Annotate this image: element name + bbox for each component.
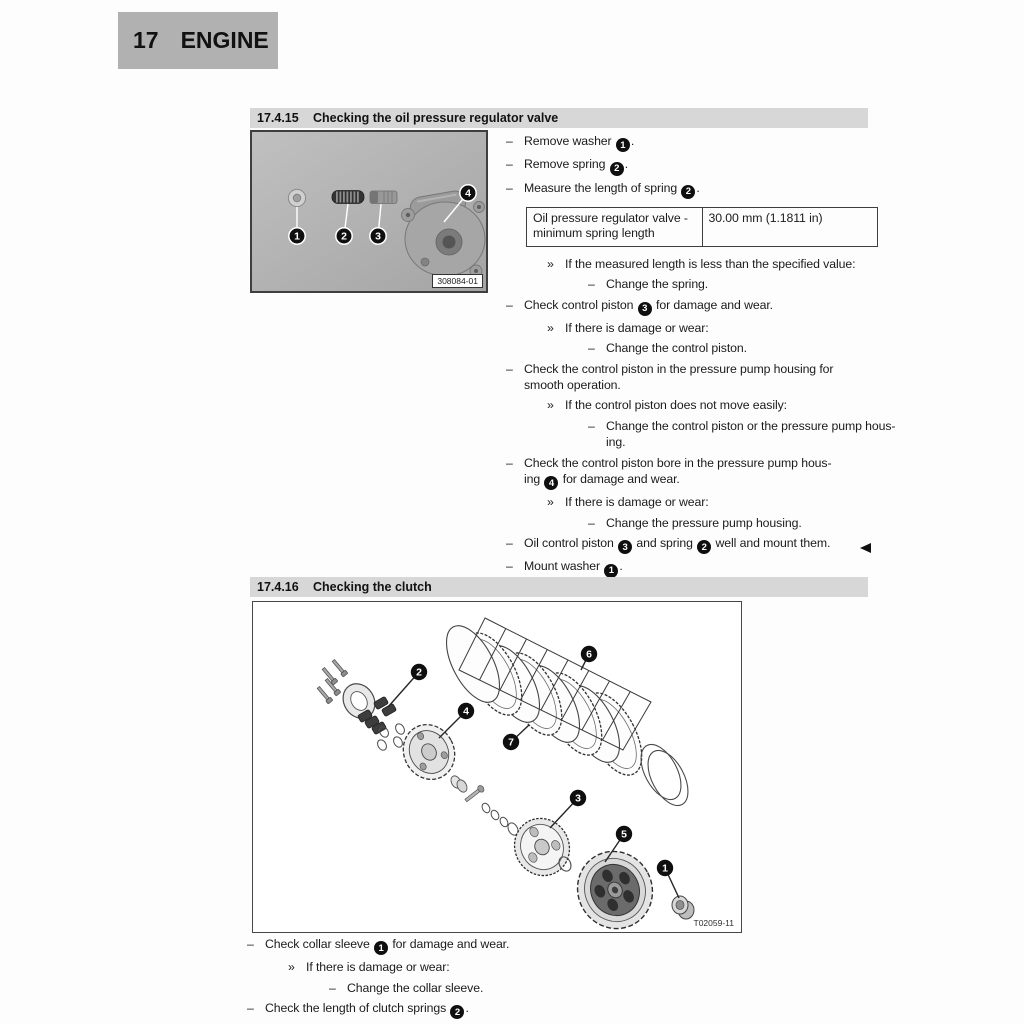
step-text: Oil control piston 3 and spring 2 well and mount them. bbox=[524, 536, 831, 553]
section-title: Checking the oil pressure regulator valve bbox=[313, 111, 559, 125]
step-text: If there is damage or wear: bbox=[565, 495, 709, 510]
svg-text:5: 5 bbox=[621, 828, 627, 841]
figure-clutch-exploded-view bbox=[252, 601, 742, 933]
procedure-steps bbox=[506, 256, 896, 578]
spec-row bbox=[527, 207, 878, 246]
step bbox=[506, 180, 878, 199]
step bbox=[588, 515, 878, 531]
step-text: Change the control piston or the pressure pump hous- ing. bbox=[606, 418, 896, 450]
step-text: Change the spring. bbox=[606, 277, 709, 292]
step-marker: – bbox=[588, 515, 595, 530]
clutch-disc-stack bbox=[436, 618, 654, 785]
callout-badge: 3 bbox=[618, 540, 632, 554]
clutch-exploded-diagram bbox=[253, 602, 740, 931]
svg-text:2: 2 bbox=[341, 230, 347, 243]
svg-text:1: 1 bbox=[294, 230, 300, 243]
spring-part bbox=[332, 191, 364, 204]
step-marker: » bbox=[547, 256, 554, 271]
step bbox=[506, 455, 878, 491]
figure-callout-3 bbox=[570, 790, 586, 806]
section-header-clutch bbox=[250, 577, 868, 597]
step bbox=[247, 1000, 897, 1019]
step-marker: – bbox=[588, 418, 595, 433]
step-text: Check collar sleeve 1 for damage and wear. bbox=[265, 937, 510, 954]
callout-badge: 4 bbox=[544, 476, 558, 490]
step-text: If the control piston does not move easily: bbox=[565, 398, 787, 413]
figure-callout-1 bbox=[289, 228, 305, 244]
control-piston-part bbox=[370, 191, 397, 204]
step-text: Measure the length of spring 2 . bbox=[524, 180, 700, 197]
procedure-column bbox=[506, 133, 896, 578]
callout-badge: 1 bbox=[374, 941, 388, 955]
figure-callout-2 bbox=[336, 228, 352, 244]
regulator-parts-photo bbox=[252, 132, 486, 291]
step-marker: – bbox=[506, 157, 513, 172]
step-text: Remove spring 2 . bbox=[524, 157, 629, 174]
step bbox=[547, 320, 878, 336]
figure-callout-5 bbox=[616, 826, 632, 842]
figure-callout-2 bbox=[411, 664, 427, 680]
callout-badge: 2 bbox=[610, 162, 624, 176]
step bbox=[506, 156, 878, 175]
step-marker: – bbox=[506, 180, 513, 195]
step-text: Check the control piston bore in the pressure pump hous- ing 4 for damage and wear. bbox=[524, 455, 832, 489]
step-text: Check control piston 3 for damage and wear. bbox=[524, 297, 773, 315]
figure-callout-4 bbox=[460, 185, 476, 201]
hub-small-parts bbox=[449, 774, 520, 837]
figure-callout-6 bbox=[581, 646, 597, 662]
step-marker: – bbox=[506, 559, 513, 574]
step-text: Change the collar sleeve. bbox=[347, 980, 484, 995]
callout-badge: 3 bbox=[638, 302, 652, 316]
callout-badge: 2 bbox=[450, 1005, 464, 1019]
step bbox=[547, 494, 878, 510]
figure-oil-pressure-regulator-photo bbox=[250, 130, 488, 293]
procedure-steps bbox=[247, 936, 897, 1019]
step-marker: » bbox=[288, 960, 295, 975]
svg-text:7: 7 bbox=[508, 736, 514, 749]
svg-text:6: 6 bbox=[586, 648, 592, 661]
inner-hub bbox=[505, 809, 580, 886]
step bbox=[329, 980, 897, 996]
step bbox=[547, 256, 878, 272]
figure-callout-7 bbox=[503, 734, 519, 750]
step-marker: – bbox=[506, 536, 513, 551]
svg-text:4: 4 bbox=[465, 187, 471, 200]
step bbox=[288, 959, 897, 975]
step-marker: » bbox=[547, 320, 554, 335]
step bbox=[247, 936, 897, 955]
step-marker: – bbox=[506, 361, 513, 376]
step bbox=[506, 133, 878, 152]
step-text: Change the pressure pump housing. bbox=[606, 515, 802, 530]
figure-callout-1 bbox=[657, 860, 673, 876]
step-marker: » bbox=[547, 398, 554, 413]
callout-badge: 1 bbox=[616, 138, 630, 152]
step bbox=[506, 535, 878, 554]
svg-text:2: 2 bbox=[416, 666, 422, 679]
step-marker: – bbox=[506, 134, 513, 148]
figure-id-label: T02059-11 bbox=[693, 918, 734, 928]
figure-id-label: 308084-01 bbox=[432, 274, 483, 288]
step-marker: – bbox=[588, 277, 595, 292]
step bbox=[506, 361, 878, 394]
clutch-basket bbox=[564, 838, 666, 931]
step-text: Mount washer 1 . bbox=[524, 559, 623, 576]
svg-text:3: 3 bbox=[575, 792, 581, 805]
step bbox=[588, 340, 878, 356]
callout-badge: 2 bbox=[681, 185, 695, 199]
step-marker: – bbox=[329, 980, 336, 995]
step-text: If there is damage or wear: bbox=[565, 320, 709, 335]
spec-value: 30.00 mm (1.1811 in) bbox=[702, 207, 877, 246]
step bbox=[547, 397, 878, 413]
step-marker: – bbox=[247, 1001, 254, 1016]
procedure-steps bbox=[506, 133, 878, 199]
step-text: If the measured length is less than the specified value: bbox=[565, 256, 856, 271]
section-number: 17.4.15 bbox=[257, 111, 299, 125]
svg-text:1: 1 bbox=[662, 862, 668, 875]
step-text: If there is damage or wear: bbox=[306, 960, 450, 975]
section-number: 17.4.16 bbox=[257, 580, 299, 594]
step bbox=[506, 558, 878, 577]
section-header-oil-pressure-regulator bbox=[250, 108, 868, 128]
step-text: Change the control piston. bbox=[606, 341, 747, 356]
callout-badge: 2 bbox=[697, 540, 711, 554]
chapter-title: ENGINE bbox=[180, 27, 269, 53]
step-marker: – bbox=[506, 297, 513, 312]
step bbox=[588, 418, 896, 451]
callout-badge: 1 bbox=[604, 564, 618, 578]
figure-callout-4 bbox=[458, 703, 474, 719]
section-title: Checking the clutch bbox=[313, 580, 432, 594]
step-marker: – bbox=[588, 341, 595, 356]
step-text: Remove washer 1 . bbox=[524, 134, 635, 151]
step-text: Check the length of clutch springs 2 . bbox=[265, 1001, 469, 1018]
spec-table bbox=[526, 207, 878, 247]
svg-text:4: 4 bbox=[463, 705, 469, 718]
step-marker: » bbox=[547, 495, 554, 510]
chapter-header bbox=[118, 12, 278, 69]
outer-rings bbox=[633, 738, 696, 812]
spec-name: Oil pressure regulator valve - minimum spring length bbox=[527, 207, 703, 246]
figure-callout-3 bbox=[370, 228, 386, 244]
step-text: Check the control piston in the pressure pump housing for smooth operation. bbox=[524, 361, 834, 393]
collar-sleeve bbox=[672, 896, 694, 919]
svg-text:3: 3 bbox=[375, 230, 381, 243]
step bbox=[506, 297, 878, 316]
step bbox=[588, 276, 878, 292]
section-end-marker-icon bbox=[860, 543, 871, 553]
chapter-number: 17 bbox=[133, 27, 159, 53]
step-marker: – bbox=[506, 455, 513, 470]
washer-part bbox=[288, 189, 305, 206]
step-marker: – bbox=[247, 937, 254, 951]
